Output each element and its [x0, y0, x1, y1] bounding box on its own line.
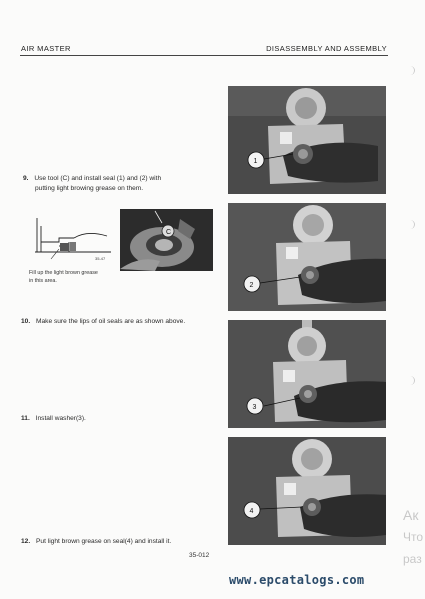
callout-3: 3 — [252, 404, 257, 411]
step-12-number: 12. — [21, 538, 31, 545]
step-9-text: Use tool (C) and install seal (1) and (2) with — [34, 175, 162, 182]
step-10-number: 10. — [21, 318, 31, 325]
margin-binding-mark — [406, 66, 415, 75]
step-9 — [23, 174, 208, 194]
section-title: AIR MASTER — [21, 44, 71, 53]
overlay-text-3: раз — [403, 552, 422, 566]
site-watermark[interactable]: www.epcatalogs.com — [229, 573, 365, 587]
step-11-number: 11. — [21, 415, 30, 422]
step-9-number: 9. — [23, 175, 29, 182]
margin-binding-mark — [406, 220, 415, 229]
seal-cross-section-diagram — [29, 212, 116, 262]
step-10 — [21, 317, 221, 327]
step-9-text-cont: putting light browing grease on them. — [35, 185, 144, 192]
page-number: 35-012 — [189, 552, 210, 559]
chapter-title: DISASSEMBLY AND ASSEMBLY — [266, 44, 387, 53]
header-rule — [20, 55, 388, 56]
photo-seal-1 — [228, 86, 386, 194]
grease-fill-note: Fill up the light brown grease in this area. — [29, 270, 98, 284]
step-11 — [21, 414, 171, 424]
step-11-text: Install washer(3). — [35, 415, 86, 422]
overlay-text-1: Ак — [403, 507, 419, 523]
tool-label: C — [166, 229, 172, 236]
photo-seal-4 — [228, 437, 386, 545]
step-10-text: Make sure the lips of oil seals are as shown above. — [36, 318, 186, 325]
tool-installation-photo — [120, 209, 213, 271]
photo-seal-2 — [228, 203, 386, 311]
callout-1: 1 — [253, 158, 258, 165]
callout-2: 2 — [249, 282, 254, 289]
step-12 — [21, 537, 221, 547]
margin-binding-mark — [406, 376, 415, 385]
callout-4: 4 — [249, 508, 254, 515]
overlay-text-2: Что — [403, 530, 424, 544]
step-12-text: Put light brown grease on seal(4) and install it. — [36, 538, 172, 545]
diagram-code: 35-47 — [95, 256, 106, 261]
photo-washer-3 — [228, 320, 386, 428]
